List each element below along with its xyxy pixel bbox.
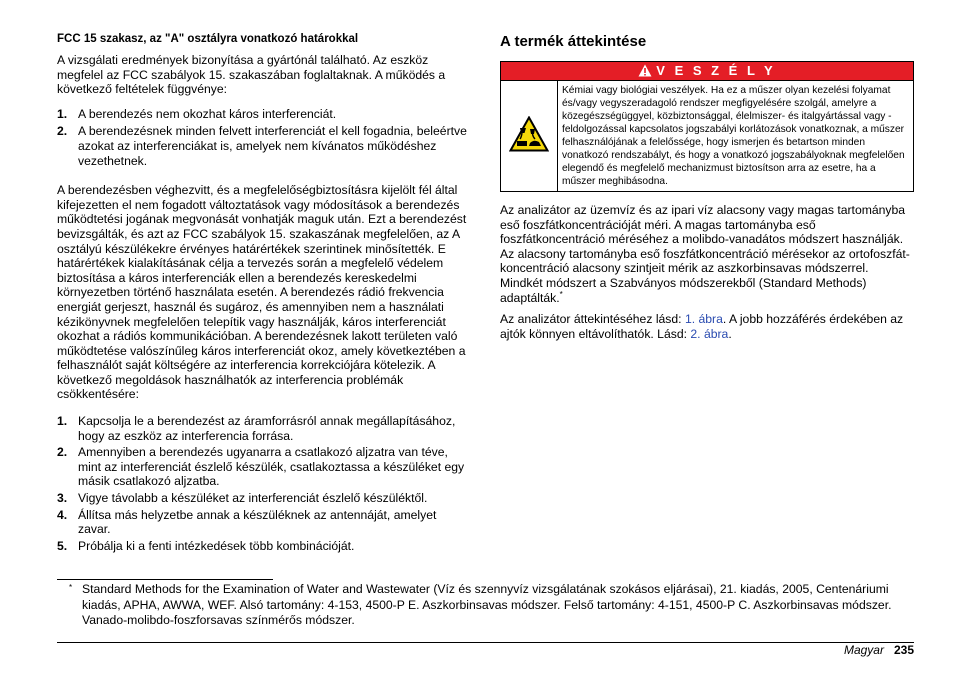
list-text: Próbálja ki a fenti intézkedések több kombinációját. — [78, 538, 355, 553]
page-number: 235 — [893, 643, 914, 657]
fcc-conditions-list — [57, 107, 469, 168]
list-item — [57, 414, 469, 443]
list-text: A berendezésnek minden felvett interferenciát el kell fogadnia, beleértve azokat az interferenciákat is, amelyek nem kívánatos működéshez vezethetnek. — [78, 124, 467, 168]
danger-icon-cell — [501, 81, 558, 191]
footnote-divider — [57, 579, 273, 580]
danger-text: Kémiai vagy biológiai veszélyek. Ha ez a műszer olyan kezelési folyamat és/vagy vegyszeradagoló rendszer megfigyelésére szolgál, amelyre a közegészségüggyel, közbiztonsággal, élelmiszer- és italgyártással vagy -feldolgozással kapcsolatos jogszabályi korlátozások vonatkoznak, a műszer felhasználójának a felelőssége, hogy ismerjen és betartson minden vonatkozó rendszabályt, és hogy a vonatkozó jogszabályoknak megfelelően elegendő és megfelelő mechanizmust biztosítson arra az esetre, ha a műszer meghibásodna. — [562, 85, 905, 187]
list-item — [57, 539, 469, 554]
figure-2-link[interactable]: 2. ábra — [690, 326, 729, 341]
list-item — [57, 107, 469, 122]
list-number: 5. — [57, 538, 68, 553]
danger-warning-box — [500, 61, 914, 192]
chemical-hazard-icon — [509, 116, 549, 157]
figure-ref-suffix: . — [728, 326, 732, 341]
fcc-body: A berendezésben véghezvitt, és a megfelelőségbiztosításra kijelölt fél által kifejezetten el nem fogadott változtatások vagy módosítások a berendezés működtetési jogának megvonását vonhatják maguk után. Ezt a berendezést bevizsgálták, és azt az FCC szabályok 15. szakaszának megfelelően, az A osztályú készülékekre érvényes határértékek szerintinek minősítették. E határértékek kialakításának célja a tervezés során a megfelelő védelem biztosítása a káros interferenciák ellen a berendezés kereskedelmi környezetben történő használata esetén. A berendezés rádió frekvencia energiát gerjeszt, használ és sugároz, és amennyiben nem a használati kézikönyvnek megfelelően telepítik vagy használják, káros interferenciát okozhat a rádiós kommunikációban. A berendezésnek lakott területen való működtetése valószínűleg káros interferenciát okoz, amely következtében a felhasználót saját költségére az interferencia korrekciójára kötelezik. A következő megoldások használhatók az interferencia problémák csökkentésére: — [57, 183, 467, 402]
footnote — [69, 582, 909, 629]
footer-divider — [57, 642, 914, 643]
list-text: Állítsa más helyzetbe annak a készüléknek az antennáját, amelyet zavar. — [78, 507, 437, 537]
figure-reference-paragraph — [500, 312, 914, 341]
overview-paragraph — [500, 203, 914, 305]
list-item — [57, 124, 469, 168]
list-number: 2. — [57, 445, 68, 460]
danger-body — [501, 81, 913, 191]
danger-header — [501, 62, 913, 81]
list-number: 3. — [57, 491, 68, 506]
page-footer — [844, 643, 914, 657]
footnote-star: * — [69, 583, 73, 592]
figure-1-link[interactable]: 1. ábra — [684, 312, 723, 327]
list-item — [57, 491, 469, 506]
figure-ref-prefix: Az analizátor áttekintéséhez lásd: — [500, 312, 685, 327]
list-number: 2. — [57, 124, 68, 139]
list-text: A berendezés nem okozhat káros interferenciát. — [78, 106, 337, 121]
list-text: Amennyiben a berendezés ugyanarra a csatlakozó aljzatra van téve, mint az interferenciát észlelő készülék, csatlakoztassa a készüléket egy másik csatlakozó aljzatba. — [78, 445, 465, 489]
right-column — [500, 33, 914, 341]
fcc-heading: FCC 15 szakasz, az "A" osztályra vonatkozó határokkal — [57, 33, 359, 45]
warning-triangle-icon — [638, 64, 652, 82]
list-item — [57, 508, 469, 537]
list-number: 1. — [57, 106, 68, 121]
section-title: A termék áttekintése — [500, 33, 647, 50]
interference-solutions-list — [57, 414, 469, 553]
danger-label: V E S Z É L Y — [656, 63, 776, 78]
figure-ref-middle: . A jobb hozzáférés érdekében az ajtók könnyen eltávolíthatók. Lásd: — [500, 312, 904, 341]
list-text: Vigye távolabb a készüléket az interferenciát észlelő készüléktől. — [78, 491, 428, 506]
fcc-intro: A vizsgálati eredmények bizonyítása a gyártónál található. Az eszköz megfelel az FCC szabályok 15. szakaszában foglaltaknak. A működés a következő feltételek függvénye: — [57, 53, 446, 97]
footnote-text: Standard Methods for the Examination of Water and Wastewater (Víz és szennyvíz vizsgálatának szokásos eljárásai), 21. kiadás, 2005, Centenáriumi kiadás, APHA, AWWA, WEF. Alsó tartomány: 4-153, 4500-P E. Aszkorbinsavas módszer. Felső tartomány: 4-151, 4500-P C. Aszkorbinsavas módszer. Vanado-molibdo-foszforsavas színmérős módszer. — [82, 582, 892, 628]
overview-text: Az analizátor az üzemvíz és az ipari víz alacsony vagy magas tartományba eső foszfátkoncentrációját méri. A magas tartományba eső foszfátkoncentráció méréséhez a molibdo-vanadátos módszert használják. Az alacsony tartományba eső foszfátkoncentráció mérésekor az ortofoszfát-koncentráció alacsony szintjeit mérik az aszkorbinsavas módszerrel. Mindkét módszert a Szabványos módszerekből (Standard Methods) adaptálták. — [500, 203, 910, 305]
footer-language: Magyar — [843, 643, 884, 657]
list-number: 1. — [57, 414, 68, 429]
list-text: Kapcsolja le a berendezést az áramforrásról annak megállapításához, hogy az eszköz az interferencia forrása. — [78, 414, 456, 443]
left-column — [57, 33, 469, 553]
list-item — [57, 445, 469, 489]
list-number: 4. — [57, 507, 68, 522]
footnote-marker: * — [559, 289, 563, 299]
